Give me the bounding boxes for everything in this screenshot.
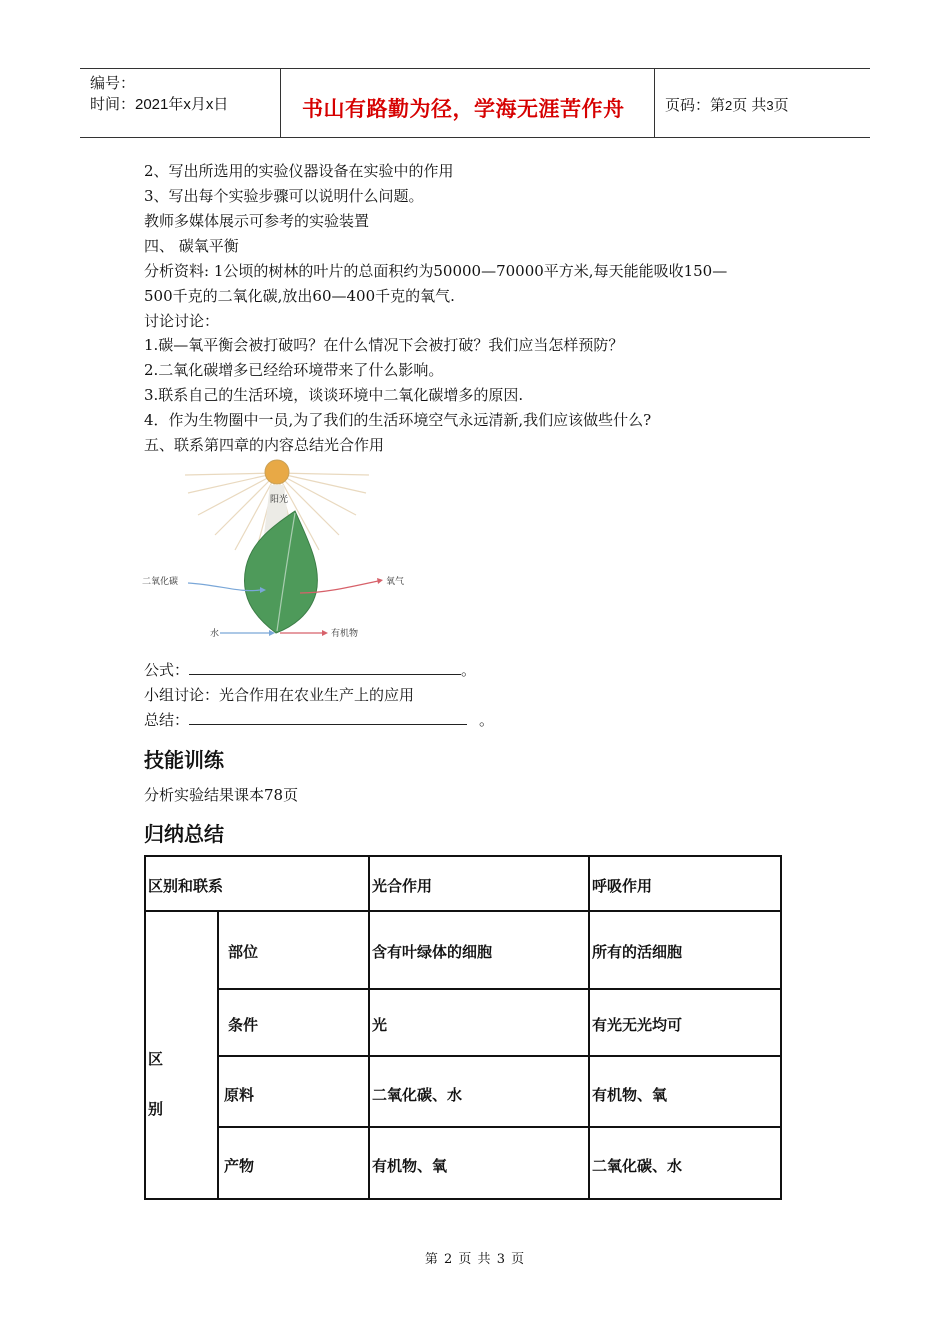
oxygen-arrowhead xyxy=(377,578,383,584)
summary-line: 总结： 。 xyxy=(144,711,495,729)
label-organic: 有机物 xyxy=(331,629,359,639)
table-header: 光合作用 xyxy=(372,877,433,895)
text-line: 2、写出所选用的实验仪器设备在实验中的作用 xyxy=(144,162,454,180)
skills-heading: 技能训练 xyxy=(144,748,224,772)
skills-text: 分析实验结果课本78页 xyxy=(144,786,299,804)
text-line: 讨论讨论： xyxy=(144,312,220,330)
conclusion-heading: 归纳总结 xyxy=(144,822,224,846)
table-header: 呼吸作用 xyxy=(592,877,653,895)
formula-line: 公式： 。 xyxy=(144,661,477,679)
text-line: 教师多媒体展示可参考的实验装置 xyxy=(144,212,370,230)
text-line: 4．作为生物圈中一员,为了我们的生活环境空气永远清新,我们应该做些什么? xyxy=(144,411,652,429)
leaf-icon xyxy=(244,511,317,633)
label-sunlight: 阳光 xyxy=(270,495,289,505)
header-meta xyxy=(90,73,228,115)
table-cell: 含有叶绿体的细胞 xyxy=(372,943,493,961)
text-line: 3.联系自己的生活环境，谈谈环境中二氧化碳增多的原因. xyxy=(144,386,524,404)
photosynthesis-diagram xyxy=(140,455,420,650)
table-cell: 有机物、氧 xyxy=(372,1157,448,1175)
section-heading: 四、 碳氧平衡 xyxy=(144,237,239,255)
group-label: 别 xyxy=(148,1100,164,1118)
sun-icon xyxy=(265,460,289,484)
table-cell: 产物 xyxy=(224,1157,255,1175)
text-line: 2.二氧化碳增多已经给环境带来了什么影响。 xyxy=(144,361,444,379)
text-line: 分析资料: 1公顷的树林的叶片的总面积约为50000—70000平方米,每天能能吸收150— xyxy=(144,262,728,280)
table-cell: 部位 xyxy=(228,943,259,961)
organic-arrowhead xyxy=(322,630,328,636)
summary-label: 总结： xyxy=(144,711,190,729)
label-co2: 二氧化碳 xyxy=(142,577,179,587)
table-cell: 条件 xyxy=(228,1016,259,1034)
group-label: 区 xyxy=(148,1050,164,1068)
number-label: 编号： xyxy=(90,75,136,92)
formula-blank[interactable] xyxy=(189,660,461,675)
table-cell: 光 xyxy=(372,1016,388,1034)
header-divider xyxy=(654,69,655,137)
summary-blank[interactable] xyxy=(189,710,467,725)
text-line: 500千克的二氧化碳,放出60—400千克的氧气. xyxy=(144,287,455,305)
table-cell: 二氧化碳、水 xyxy=(372,1086,463,1104)
table-header: 区别和联系 xyxy=(148,877,224,895)
table-cell: 有机物、氧 xyxy=(592,1086,668,1104)
label-oxygen: 氧气 xyxy=(386,577,405,587)
table-cell: 所有的活细胞 xyxy=(592,943,683,961)
page-footer: 第 2 页 共 3 页 xyxy=(424,1252,526,1267)
table-cell: 原料 xyxy=(224,1086,255,1104)
time-label: 时间：2021年x月x日 xyxy=(90,96,229,113)
comparison-table xyxy=(144,855,782,1200)
table-cell: 二氧化碳、水 xyxy=(592,1157,683,1175)
text-line: 1.碳—氧平衡会被打破吗？在什么情况下会被打破？我们应当怎样预防？ xyxy=(144,336,624,354)
group-discussion: 小组讨论：光合作用在农业生产上的应用 xyxy=(144,686,415,704)
page-indicator: 页码：第2页 共3页 xyxy=(665,97,789,114)
header-divider xyxy=(280,69,281,137)
page-header xyxy=(80,68,870,138)
motto: 书山有路勤为径，学海无涯苦作舟 xyxy=(302,97,625,121)
section-heading: 五、联系第四章的内容总结光合作用 xyxy=(144,436,385,454)
formula-label: 公式： xyxy=(144,661,190,679)
text-line: 3、写出每个实验步骤可以说明什么问题。 xyxy=(144,187,424,205)
label-water: 水 xyxy=(210,629,220,639)
table-cell: 有光无光均可 xyxy=(592,1016,683,1034)
